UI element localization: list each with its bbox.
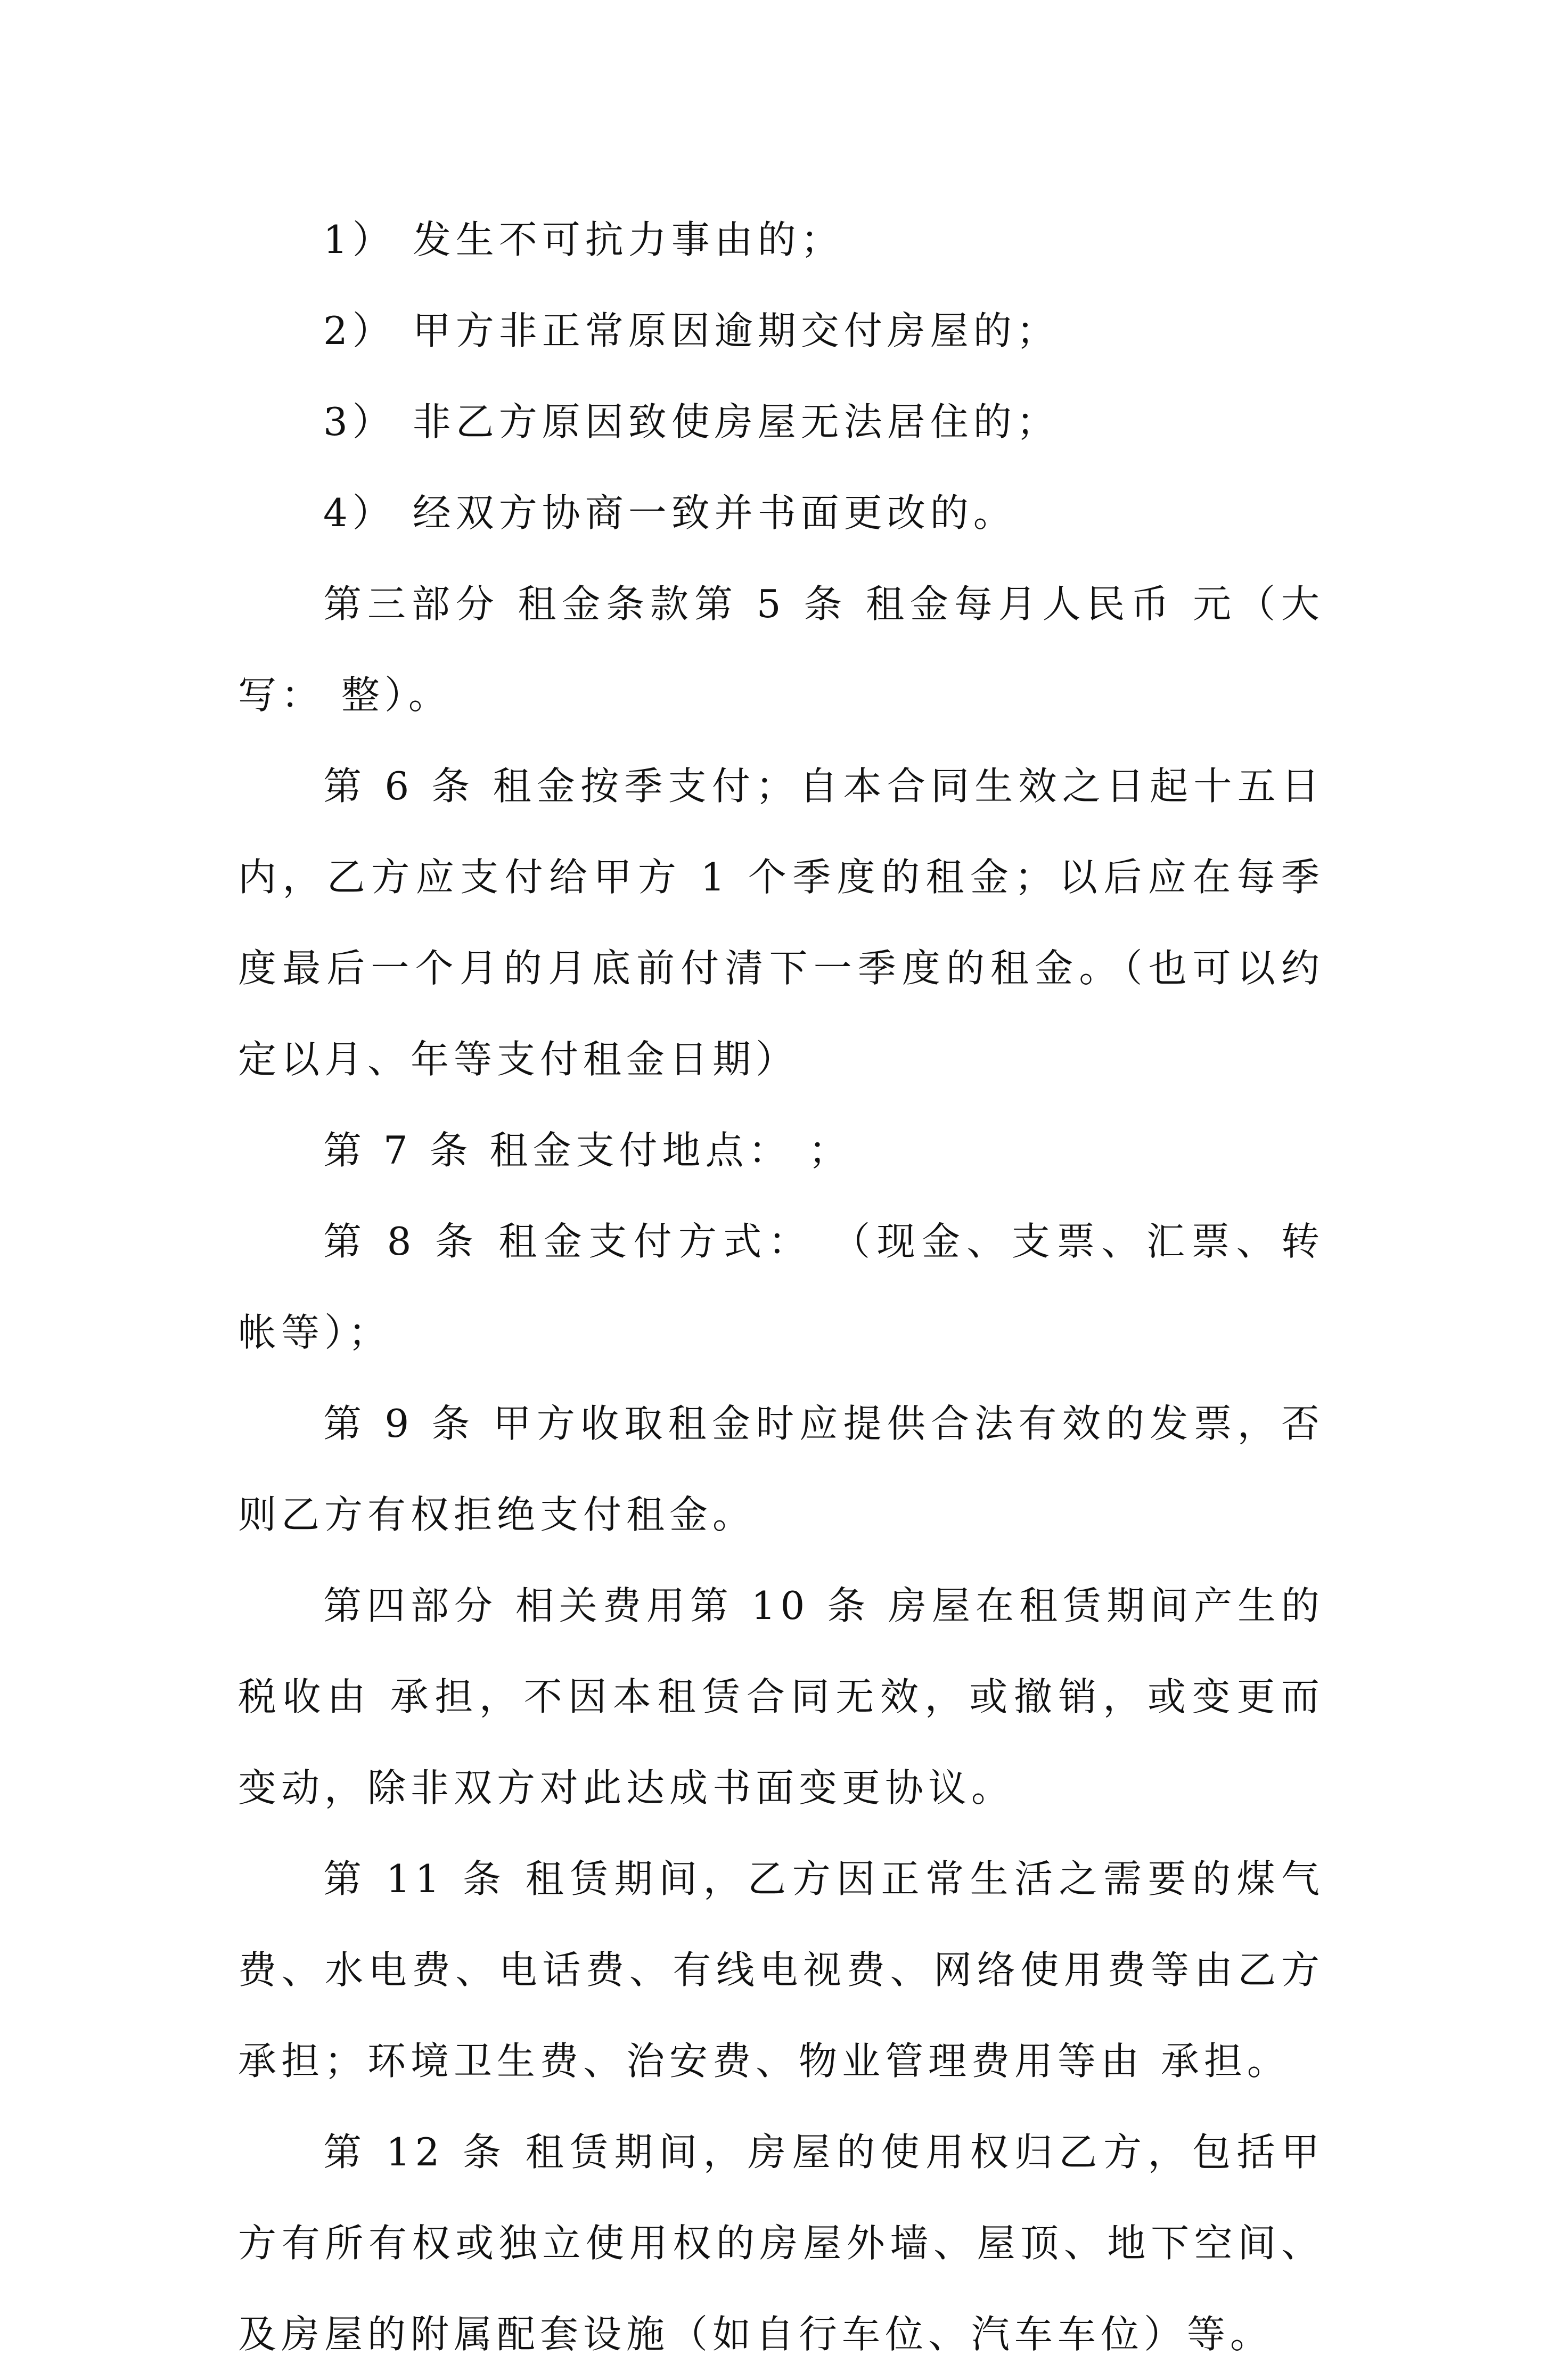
clause-9-invoice: 第 9 条 甲方收取租金时应提供合法有效的发票，否则乙方有权拒绝支付租金。 [238,1401,1324,1537]
list-item-2: 2） 甲方非正常原因逾期交付房屋的； [323,308,1060,353]
clause-5-rent-amount: 第三部分 租金条款第 5 条 租金每月人民币 元（大写： 整）。 [238,582,1324,717]
list-item-4: 4） 经双方协商一致并书面更改的。 [323,490,1017,535]
clause-10-taxes: 第四部分 相关费用第 10 条 房屋在租赁期间产生的税收由 承担，不因本租赁合同无效，或撤销，或变更而变动，除非双方对此达成书面变更协议。 [238,1583,1324,1810]
clause-8-payment-method: 第 8 条 租金支付方式： （现金、支票、汇票、转帐等）； [238,1219,1324,1355]
contract-body [238,194,1324,2380]
list-item-3: 3） 非乙方原因致使房屋无法居住的； [323,399,1060,444]
clause-7-payment-place: 第 7 条 租金支付地点： ； [323,1128,852,1173]
clause-12-usage-rights: 第 12 条 租赁期间，房屋的使用权归乙方，包括甲方有所有权或独立使用权的房屋外墙、屋顶、地下空间、及房屋的附属配套设施（如自行车位、汽车车位）等。 [238,2130,1324,2357]
clause-6-payment-schedule: 第 6 条 租金按季支付；自本合同生效之日起十五日内，乙方应支付给甲方 1 个季度的租金；以后应在每季度最后一个月的月底前付清下一季度的租金。（也可以约定以月、年等支付租金日期） [238,764,1324,1082]
list-item-1: 1） 发生不可抗力事由的； [323,217,844,262]
clause-11-utilities: 第 11 条 租赁期间，乙方因正常生活之需要的煤气费、水电费、电话费、有线电视费、网络使用费等由乙方承担；环境卫生费、治安费、物业管理费用等由 承担。 [238,1856,1324,2083]
